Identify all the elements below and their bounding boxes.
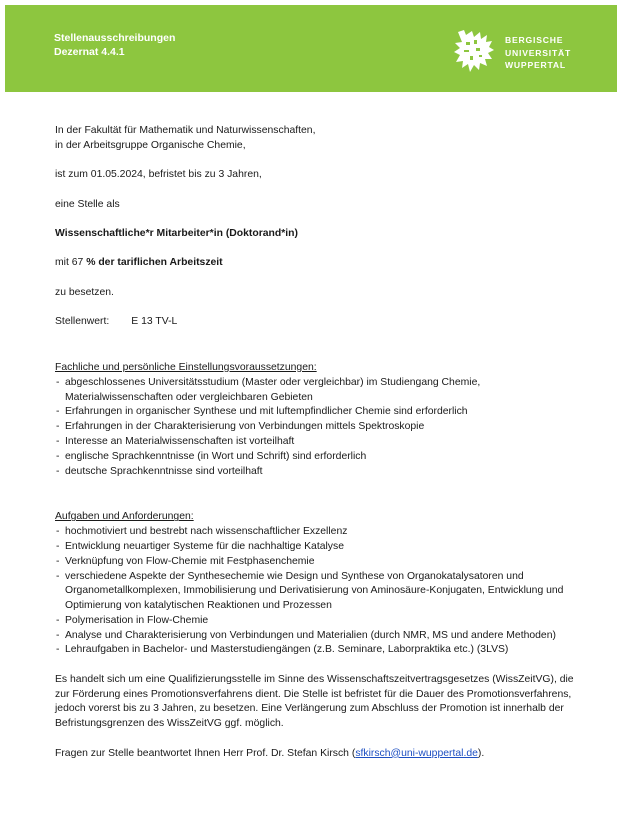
worktime-prefix: mit 67 [55, 257, 84, 269]
list-item: - englische Sprachkenntnisse (in Wort und Schrift) sind erforderlich [55, 450, 575, 465]
list-item: - Erfahrungen in organischer Synthese und mit luftempfindlicher Chemie sind erforderlich [55, 405, 575, 420]
logo-line2: UNIVERSITÄT [505, 47, 572, 58]
logo-line3: WUPPERTAL [505, 60, 566, 70]
position-title: Wissenschaftliche*r Mitarbeiter*in (Doktorand*in) [55, 227, 298, 239]
list-item: - Entwicklung neuartiger Systeme für die nachhaltige Katalyse [55, 540, 575, 555]
list-item: - hochmotiviert und bestrebt nach wissenschaftlicher Exzellenz [55, 525, 575, 540]
list-item: - Polymerisation in Flow-Chemie [55, 614, 575, 629]
list-item: - Lehraufgaben in Bachelor- und Masterstudiengängen (z.B. Seminare, Laborpraktika etc.) (3LVS) [55, 643, 575, 658]
contact-suffix: ). [477, 747, 485, 759]
qualification-paragraph: Es handelt sich um eine Qualifizierungsstelle im Sinne des Wissenschaftszeitvertragsgesetzes (WissZeitVG), die zur Förderung eines Promotionsverfahrens dient. Die Stelle ist befristet für die Dauer des Promotionsverfahrens, jedoch vorerst bis zu 3 Jahren, zu besetzen. Eine Verlängerung zum Abschluss der Promotion ist innerhalb der Befristungsgrenzen des WissZeitVG ggf. möglich. [55, 673, 574, 730]
list-item: - abgeschlossenes Universitätsstudium (Master oder vergleichbar) im Studiengang Chemie, Materialwissenschaften oder vergleichbaren Gebieten [55, 376, 575, 406]
header-title-line1: Stellenausschreibungen [54, 32, 176, 44]
worktime-bold: % der tariflichen Arbeitszeit [86, 257, 223, 269]
university-logo-text [505, 34, 571, 72]
list-item: - deutsche Sprachkenntnisse sind vorteilhaft [55, 465, 575, 480]
contact-line [55, 747, 575, 762]
start-date-line: ist zum 01.05.2024, befristet bis zu 3 Jahren, [55, 169, 262, 181]
intro-line2: in der Arbeitsgruppe Organische Chemie, [55, 139, 246, 151]
contact-prefix: Fragen zur Stelle beantwortet Ihnen Herr Prof. Dr. Stefan Kirsch ( [55, 747, 356, 759]
contact-email-link[interactable]: sfkirsch@uni-wuppertal.de [355, 747, 478, 759]
position-intro: eine Stelle als [55, 198, 120, 210]
salary-label: Stellenwert: [55, 316, 110, 328]
job-posting-body [55, 124, 575, 761]
list-item: - Erfahrungen in der Charakterisierung von Verbindungen mittels Spektroskopie [55, 420, 575, 435]
intro-line1: In der Fakultät für Mathematik und Naturwissenschaften, [55, 125, 316, 136]
list-item: - Interesse an Materialwissenschaften ist vorteilhaft [55, 435, 575, 450]
salary-line [55, 315, 575, 330]
tasks-heading: Aufgaben und Anforderungen: [55, 511, 194, 523]
header-banner [5, 5, 617, 92]
logo-line1: BERGISCHE [505, 35, 564, 45]
list-item: - Analyse und Charakterisierung von Verbindungen und Materialien (durch NMR, MS und andere Methoden) [55, 629, 575, 644]
list-item: - Verknüpfung von Flow-Chemie mit Festphasenchemie [55, 555, 575, 570]
university-lion-crest-icon [452, 28, 496, 74]
header-title [54, 31, 175, 59]
fill-line: zu besetzen. [55, 286, 114, 298]
requirements-list [55, 376, 575, 480]
requirements-heading: Fachliche und persönliche Einstellungsvoraussetzungen: [55, 361, 317, 373]
salary-value: E 13 TV-L [131, 316, 178, 328]
worktime-line [55, 256, 575, 271]
list-item: - verschiedene Aspekte der Synthesechemie wie Design und Synthese von Organokatalysatoren und Organometallkomplexen, Immobilisierung und Derivatisierung von Aminosäure-Konjugaten, Entwicklung und Optimierung von katalytischen Reaktionen und Prozessen [55, 570, 575, 614]
tasks-list [55, 525, 575, 658]
header-title-line2: Dezernat 4.4.1 [54, 46, 125, 58]
